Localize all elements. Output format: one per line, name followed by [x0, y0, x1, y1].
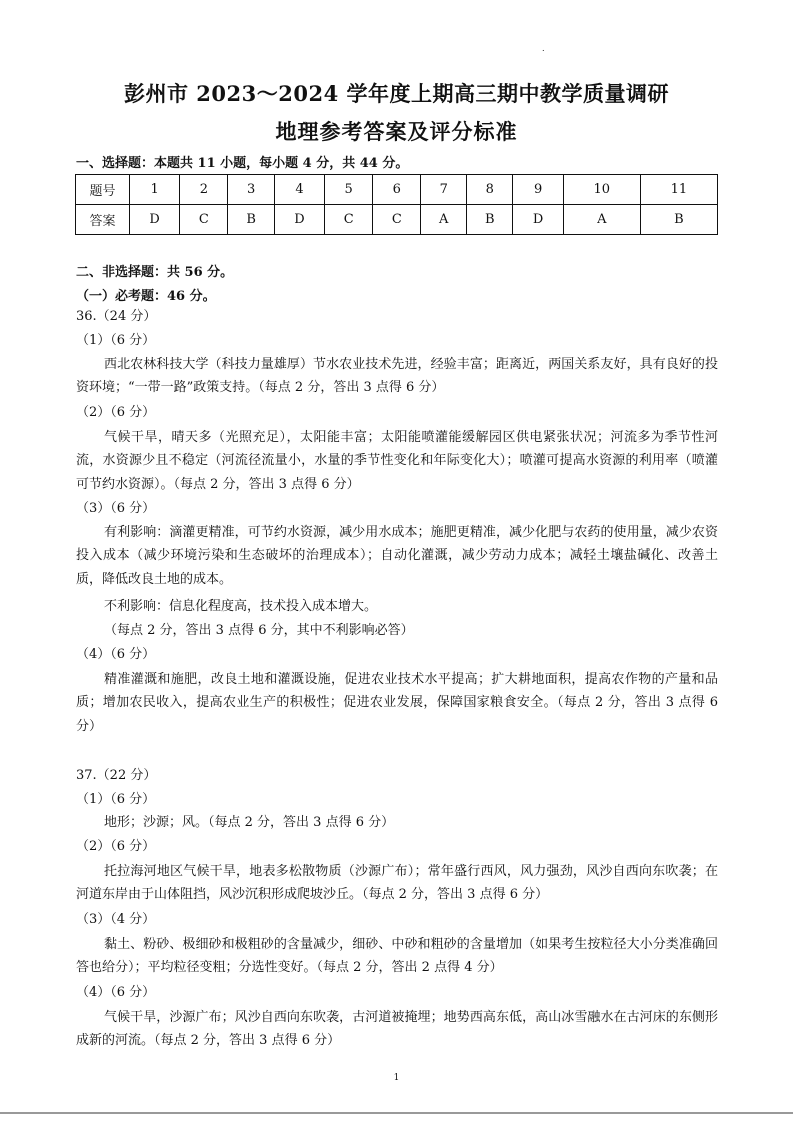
answer-row: [76, 205, 718, 235]
q37-part2-label: （2）（6 分）: [76, 839, 156, 854]
q36-part1-answer: 西北农林科技大学（科技力量雄厚）节水农业技术先进，经验丰富；距离近，两国关系友好，具有良好的投资环境；“一带一路”政策支持。（每点 2 分，答出 3 点得 6 分）: [76, 357, 718, 396]
q36-part3-negative: 不利影响：信息化程度高，技术投入成本增大。: [104, 599, 378, 614]
q37-title: 37.（22 分）: [76, 768, 157, 783]
answer-cell: B: [228, 205, 274, 235]
question-number-cell: 5: [325, 175, 373, 205]
document-subtitle: 地理参考答案及评分标准: [275, 119, 518, 144]
q37-part3-answer: 黏土、粉砂、极细砂和极粗砂的含量减少，细砂、中砂和粗砂的含量增加（如果考生按粒径大小分类准确回答也给分）；平均粒径变粗；分选性变好。（每点 2 分，答出 2 点得 4 分）: [76, 937, 718, 976]
q36-title: 36.（24 分）: [76, 309, 157, 324]
row-label-question: 题号: [76, 175, 130, 205]
row-label-answer: 答案: [76, 205, 130, 235]
answer-cell: D: [130, 205, 180, 235]
question-number-cell: 7: [421, 175, 467, 205]
q36-part3-scoring-note: （每点 2 分，答出 3 点得 6 分，其中不利影响必答）: [104, 623, 414, 638]
answer-cell: B: [640, 205, 717, 235]
question-number-row: [76, 175, 718, 205]
q36-part3-answer: 有利影响：滴灌更精准，可节约水资源，减少用水成本；施肥更精准，减少化肥与农药的使用量，减少农资投入成本（减少环境污染和生态破坏的治理成本）；自动化灌溉，减少劳动力成本；减轻土壤盐碱化、改善土质，降低改良土地的成本。: [76, 525, 718, 587]
answer-cell: C: [325, 205, 373, 235]
section2-heading: 二、非选择题：共 56 分。: [76, 265, 234, 280]
page-number: 1: [393, 1073, 400, 1083]
q36-part2-answer: 气候干旱，晴天多（光照充足），太阳能丰富；太阳能喷灌能缓解园区供电紧张状况；河流多为季节性河流，水资源少且不稳定（河流径流量小，水量的季节性变化和年际变化大）；喷灌可提高水资源的利用率（喷灌可节约水资源）。（每点 2 分，答出 3 点得 6 分）: [76, 430, 718, 492]
answer-cell: D: [513, 205, 563, 235]
q37-part4-label: （4）（6 分）: [76, 985, 156, 1000]
answer-cell: D: [274, 205, 324, 235]
answer-cell: B: [467, 205, 513, 235]
question-number-cell: 2: [180, 175, 228, 205]
question-number-cell: 3: [228, 175, 274, 205]
question-number-cell: 6: [373, 175, 421, 205]
question-number-cell: 9: [513, 175, 563, 205]
question-number-cell: 8: [467, 175, 513, 205]
q36-part2-label: （2）（6 分）: [76, 405, 156, 420]
question-number-cell: 10: [563, 175, 640, 205]
section1-heading: 一、选择题：本题共 11 小题，每小题 4 分，共 44 分。: [76, 156, 409, 171]
answer-cell: A: [421, 205, 467, 235]
answer-cell: A: [563, 205, 640, 235]
q37-part3-label: （3）（4 分）: [76, 912, 156, 927]
q37-part4-answer: 气候干旱，沙源广布；风沙自西向东吹袭，古河道被掩埋；地势西高东低，高山冰雪融水在古河床的东侧形成新的河流。（每点 2 分，答出 3 点得 6 分）: [76, 1010, 718, 1049]
question-number-cell: 4: [274, 175, 324, 205]
q36-part4-label: （4）（6 分）: [76, 647, 156, 662]
q36-part4-answer: 精准灌溉和施肥，改良土地和灌溉设施，促进农业技术水平提高；扩大耕地面积，提高农作物的产量和品质；增加农民收入，提高农业生产的积极性；促进农业发展，保障国家粮食安全。（每点 2 分，答出 3 点得 6 分）: [76, 672, 718, 734]
answer-table: [75, 174, 718, 235]
question-number-cell: 1: [130, 175, 180, 205]
bottom-divider: [0, 1112, 793, 1114]
answer-cell: C: [373, 205, 421, 235]
q37-part1-answer: 地形；沙源；风。（每点 2 分，答出 3 点得 6 分）: [104, 815, 395, 830]
q36-part3-label: （3）（6 分）: [76, 501, 156, 516]
top-mark: .: [542, 44, 545, 53]
q37-part1-label: （1）（6 分）: [76, 792, 156, 807]
answer-cell: C: [180, 205, 228, 235]
question-number-cell: 11: [640, 175, 717, 205]
q37-part2-answer: 托拉海河地区气候干旱，地表多松散物质（沙源广布）；常年盛行西风，风力强劲，风沙自西向东吹袭；在河道东岸由于山体阻挡，风沙沉积形成爬坡沙丘。（每点 2 分，答出 3 点得 6 分）: [76, 864, 718, 903]
q36-part1-label: （1）（6 分）: [76, 333, 156, 348]
document-title: 彭州市 2023～2024 学年度上期高三期中教学质量调研: [123, 81, 669, 106]
section2-subheading: （一）必考题：46 分。: [76, 289, 216, 304]
